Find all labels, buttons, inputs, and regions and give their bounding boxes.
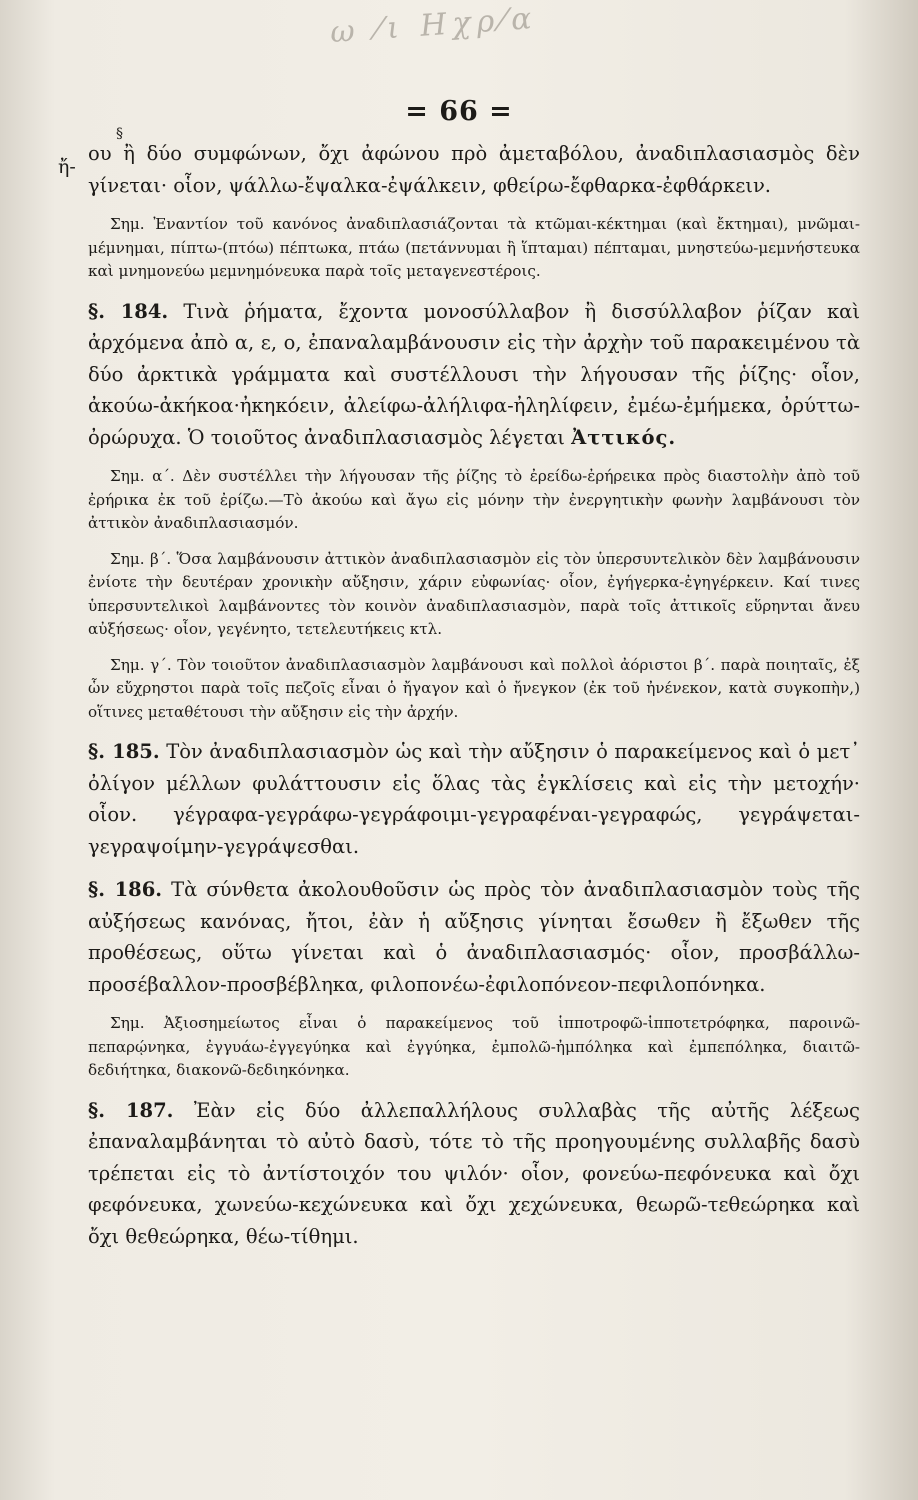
paragraph-text: Σημ. γ΄. Τὸν τοιοῦτον ἀναδιπλασιασμὸν λαμβάνουσι καὶ πολλοὶ ἀόριστοι β΄. παρὰ ποιηταῖς, ἐξ ὧν εὔχρηστοι παρὰ τοῖς πεζοῖς εἶναι ὁ ἤγαγον καὶ ὁ ἤνεγκον (ἐκ τοῦ ἠνένεκον, κατὰ συγκοπὴν,) οἵτινες μεταθέτουσι τὴν αὔξησιν εἰς τὴν ἀρχήν.: [88, 655, 860, 721]
paragraph-0: [88, 138, 860, 201]
paragraph-text: Τὸν ἀναδιπλασιασμὸν ὡς καὶ τὴν αὔξησιν ὁ παρακείμενος καὶ ὁ μετ᾽ ὀλίγον μέλλων φυλάττουσιν εἰς ὅλας τὰς ἐγκλίσεις καὶ εἰς τὴν μετοχήν· οἷον. γέγραφα-γεγράφω-γεγράφοιμι-γεγραφέναι-γεγραφώς, γεγράψεται-γεγραψοίμην-γεγράψεσθαι.: [88, 740, 860, 858]
paragraph-text: Σημ. Ἐναντίον τοῦ κανόνος ἀναδιπλασιάζονται τὰ κτῶμαι-κέκτημαι (καὶ ἔκτημαι), μνῶμαι-μέμνημαι, πίπτω-(πτόω) πέπτωκα, πτάω (πετάννυμαι ἢ ἵπταμαι) πέπταμαι, μνηστεύω-μεμνήστευκα καὶ μνημονεύω μεμνημόνευκα παρὰ τοῖς μεταγενεστέροις.: [88, 215, 860, 280]
section-186: [88, 874, 860, 1000]
margin-note: ἤ-: [58, 156, 76, 178]
section-number: §. 184.: [88, 299, 169, 323]
paragraph-text: Τινὰ ῥήματα, ἔχοντα μονοσύλλαβον ἢ δισσύλλαβον ῥίζαν καὶ ἀρχόμενα ἀπὸ α, ε, ο, ἐπαναλαμβάνουσιν εἰς τὴν ἀρχὴν τοῦ παρακειμένου τὰ δύο ἀρκτικὰ γράμματα καὶ συστέλλουσι τὴν λήγουσαν τῆς ῥίζης· οἷον, ἀκούω-ἀκήκοα·ἠκηκόειν, ἀλείφω-ἀλήλιφα-ἠληλίφειν, ἐμέω-ἐμήμεκα, ὀρύττω-ὀρώρυχα. Ὁ τοιοῦτος ἀναδιπλασιασμὸς λέγεται: [88, 299, 860, 449]
paragraph-text: Τὰ σύνθετα ἀκολουθοῦσιν ὡς πρὸς τὸν ἀναδιπλασιασμὸν τοὺς τῆς αὐξήσεως κανόνας, ἤτοι, ἐὰν ἡ αὔξησις γίνηται ἔσωθεν ἢ ἔξωθεν τῆς προθέσεως, οὕτω γίνεται καὶ ὁ ἀναδιπλασιασμός· οἷον, προσβάλλω-προσέβαλλον-προσβέβληκα, φιλοπονέω-ἐφιλοπόνεον-πεφιλοπόνηκα.: [88, 878, 860, 996]
note-paragraph-5: [88, 654, 860, 725]
section-185: [88, 736, 860, 862]
paragraph-text: Σημ. β΄. Ὅσα λαμβάνουσιν ἀττικὸν ἀναδιπλασιασμὸν εἰς τὸν ὑπερσυντελικὸν δὲν λαμβάνουσιν ἐνίοτε τὴν δευτέραν χρονικὴν αὔξησιν, χάριν εὐφωνίας· οἷον, ἐγήγερκα-ἐγηγέρκειν. Καί τινες ὑπερσυντελικοὶ λαμβάνοντες τὸν κοινὸν ἀναδιπλασιασμὸν, παρὰ τοῖς ἀττικοῖς εὕρηνται ἄνευ αὐξήσεως· οἷον, γεγένητο, τετελευτήκεις κτλ.: [88, 549, 860, 638]
section-187: [88, 1095, 860, 1253]
bold-term: Ἀττικός.: [571, 425, 677, 449]
note-paragraph-3: [88, 465, 860, 536]
note-paragraph-8: [88, 1012, 860, 1083]
note-paragraph-4: [88, 548, 860, 642]
page-number: = 66 =: [405, 96, 513, 127]
section-mark: §: [116, 126, 123, 142]
section-number: §. 186.: [88, 878, 163, 901]
section-number: §. 187.: [88, 1098, 174, 1122]
section-number: §. 185.: [88, 740, 160, 763]
paragraph-text: Σημ. α΄. Δὲν συστέλλει τὴν λήγουσαν τῆς ῥίζης τὸ ἐρείδω-ἐρήρεικα πρὸς διαστολὴν ἀπὸ τοῦ ἐρήρικα ἐκ τοῦ ἐρίζω.—Τὸ ἀκούω καὶ ἄγω εἰς μόνην τὴν ἐνεργητικὴν φωνὴν λαμβάνουσι τὸν ἀττικὸν ἀναδιπλασιασμόν.: [88, 467, 860, 532]
paragraph-text: ου ἢ δύο συμφώνων, ὄχι ἀφώνου πρὸ ἀμεταβόλου, ἀναδιπλασιασμὸς δὲν γίνεται· οἷον, ψάλλω-ἔψαλκα-ἐψάλκειν, φθείρω-ἔφθαρκα-ἐφθάρκειν.: [88, 142, 860, 197]
paragraph-text: Σημ. Ἀξιοσημείωτος εἶναι ὁ παρακείμενος τοῦ ἱπποτροφῶ-ἱπποτετρόφηκα, παροινῶ-πεπαρῴνηκα, ἐγγυάω-ἐγγεγύηκα καὶ ἐγγύηκα, ἐμπολῶ-ἠμπόληκα καὶ ἐμπεπόληκα, διαιτῶ-δεδιήτηκα, διακονῶ-δεδιηκόνηκα.: [88, 1014, 860, 1079]
page-text: [88, 138, 860, 1252]
paragraph-text: Ἐὰν εἰς δύο ἀλλεπαλλήλους συλλαβὰς τῆς αὐτῆς λέξεως ἐπαναλαμβάνηται τὸ αὐτὸ δασὺ, τότε τὸ τῆς προηγουμένης συλλαβῆς δασὺ τρέπεται εἰς τὸ ἀντίστοιχόν του ψιλόν· οἷον, φονεύω-πεφόνευκα καὶ ὄχι φεφόνευκα, χωνεύω-κεχώνευκα καὶ ὄχι χεχώνευκα, θεωρῶ-τεθεώρηκα καὶ ὄχι θεθεώρηκα, θέω-τίθημι.: [88, 1098, 860, 1248]
note-paragraph-1: [88, 213, 860, 284]
handwritten-note: ω ⁄ι Ηχρ⁄α: [329, 0, 539, 51]
section-184: [88, 296, 860, 454]
